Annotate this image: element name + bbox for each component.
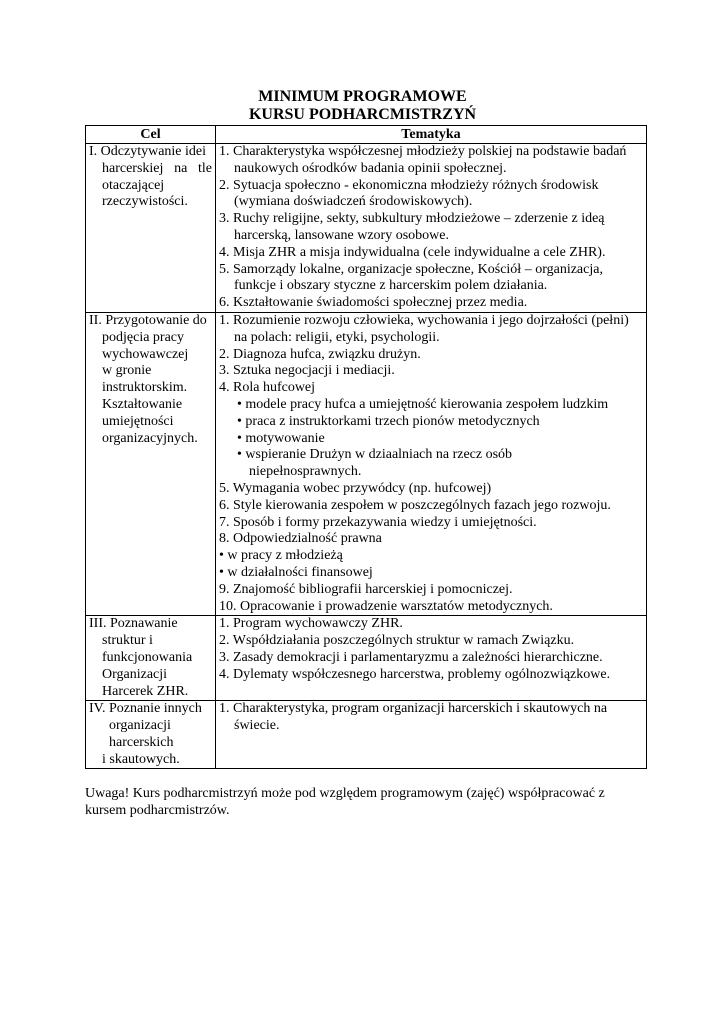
goal-cell bbox=[86, 312, 216, 615]
goal-cell bbox=[86, 701, 216, 769]
table-row bbox=[86, 312, 647, 615]
table-header-row bbox=[86, 126, 647, 144]
topic-item: 1. Charakterystyka, program organizacji harcerskich i skautowych na świecie. bbox=[219, 701, 608, 734]
goal-line: harcerskich bbox=[109, 734, 174, 750]
goal-line: harcerskiej na tle bbox=[102, 160, 212, 176]
topic-item: 9. Znajomość bibliografii harcerskiej i pomocniczej. bbox=[219, 581, 513, 597]
topics-cell bbox=[216, 701, 647, 769]
bullet-item: • wspieranie Drużyn w dziaalniach na rzecz osób bbox=[237, 447, 513, 463]
goal-line: Harcerek ZHR. bbox=[102, 683, 189, 699]
goal-line: organizacyjnych. bbox=[102, 430, 198, 446]
goal-line: struktur i bbox=[102, 633, 153, 649]
table-row bbox=[86, 616, 647, 701]
goal-line: otaczającej bbox=[102, 177, 165, 193]
bullet-item: • praca z instruktorkami trzech pionów metodycznych bbox=[237, 413, 540, 429]
topic-item: 1. Program wychowawczy ZHR. bbox=[219, 616, 403, 632]
topic-item: 4. Dylematy współczesnego harcerstwa, problemy ogólnozwiązkowe. bbox=[219, 666, 611, 682]
topic-item: 1. Rozumienie rozwoju człowieka, wychowania i jego dojrzałości (pełni) na polach: religii, etyki, psychologii. bbox=[219, 312, 629, 345]
topic-item: 10. Opracowanie i prowadzenie warsztatów metodycznych. bbox=[219, 598, 553, 614]
bullet-item: • w działalności finansowej bbox=[219, 564, 373, 580]
goal-line: rzeczywistości. bbox=[102, 194, 188, 210]
topics-cell bbox=[216, 312, 647, 615]
title-line-2: KURSU PODHARCMISTRZYŃ bbox=[248, 106, 477, 123]
goal-line: II. Przygotowanie do bbox=[89, 312, 207, 328]
topic-item: 5. Samorządy lokalne, organizacje społeczne, Kościół – organizacja, funkcje i obszary styczne z harcerskim polem działania. bbox=[219, 261, 603, 294]
goal-line: Organizacji bbox=[102, 666, 168, 682]
goal-cell bbox=[86, 616, 216, 701]
goal-line: III. Poznawanie bbox=[89, 616, 178, 632]
table-row bbox=[86, 144, 647, 313]
topic-item: 5. Wymagania wobec przywódcy (np. hufcowej) bbox=[219, 480, 492, 496]
topic-item: 7. Sposób i formy przekazywania wiedzy i umiejętności. bbox=[219, 514, 537, 530]
bullet-continuation: niepełnosprawnych. bbox=[249, 464, 362, 480]
header-cel: Cel bbox=[86, 126, 216, 144]
topic-item: 1. Charakterystyka współczesnej młodzieży polskiej na podstawie badań naukowych ośrodków badania opinii społecznej. bbox=[219, 144, 627, 176]
goal-line: wychowawczej bbox=[102, 346, 189, 362]
goal-line: funkcjonowania bbox=[102, 649, 193, 665]
goal-line: instruktorskim. bbox=[102, 380, 188, 396]
topic-item: 6. Style kierowania zespołem w poszczególnych fazach jego rozwoju. bbox=[219, 497, 611, 513]
table-row bbox=[86, 701, 647, 769]
program-table bbox=[85, 125, 647, 769]
goal-line: IV. Poznanie innych bbox=[89, 701, 202, 717]
topic-item: 2. Sytuacja społeczno - ekonomiczna młodzieży różnych środowisk (wymiana doświadczeń środowiskowych). bbox=[219, 177, 599, 210]
topic-item: 4. Rola hufcowej bbox=[219, 380, 316, 396]
goal-line: organizacji bbox=[109, 718, 171, 734]
topic-item: 4. Misja ZHR a misja indywidualna (cele indywidualne a cele ZHR). bbox=[219, 244, 606, 260]
goal-line: w gronie bbox=[102, 363, 152, 379]
topic-item: 8. Odpowiedzialność prawna bbox=[219, 531, 382, 547]
bullet-item: • motywowanie bbox=[237, 430, 325, 446]
goal-cell bbox=[86, 144, 216, 313]
topic-item: 2. Współdziałania poszczególnych struktur w ramach Związku. bbox=[219, 633, 575, 649]
topic-item: 3. Zasady demokracji i parlamentaryzmu a zależności hierarchiczne. bbox=[219, 649, 603, 665]
topic-item: 3. Sztuka negocjacji i mediacji. bbox=[219, 363, 395, 379]
topic-item: 6. Kształtowanie świadomości społecznej przez media. bbox=[219, 295, 528, 311]
topics-cell bbox=[216, 616, 647, 701]
goal-line: i skautowych. bbox=[102, 751, 180, 767]
topic-item: 3. Ruchy religijne, sekty, subkultury młodzieżowe – zderzenie z ideą harcerską, lansowane wzory osobowe. bbox=[219, 211, 605, 243]
goal-line: I. Odczytywanie idei bbox=[89, 144, 207, 159]
topic-item: 2. Diagnoza hufca, związku drużyn. bbox=[219, 346, 421, 362]
bullet-item: • w pracy z młodzieżą bbox=[219, 548, 343, 564]
header-tematyka: Tematyka bbox=[216, 126, 647, 144]
goal-line: umiejętności bbox=[102, 413, 174, 429]
title-line-1: MINIMUM PROGRAMOWE bbox=[258, 88, 467, 105]
bullet-item: • modele pracy hufca a umiejętność kierowania zespołem ludzkim bbox=[237, 396, 609, 412]
goal-line: Kształtowanie bbox=[102, 396, 183, 412]
note-text: Uwaga! Kurs podharcmistrzyń może pod względem programowym (zajęć) współpracować z kursem podharcmistrzów. bbox=[85, 786, 605, 818]
topics-cell bbox=[216, 144, 647, 313]
goal-line: podjęcia pracy bbox=[102, 329, 185, 345]
